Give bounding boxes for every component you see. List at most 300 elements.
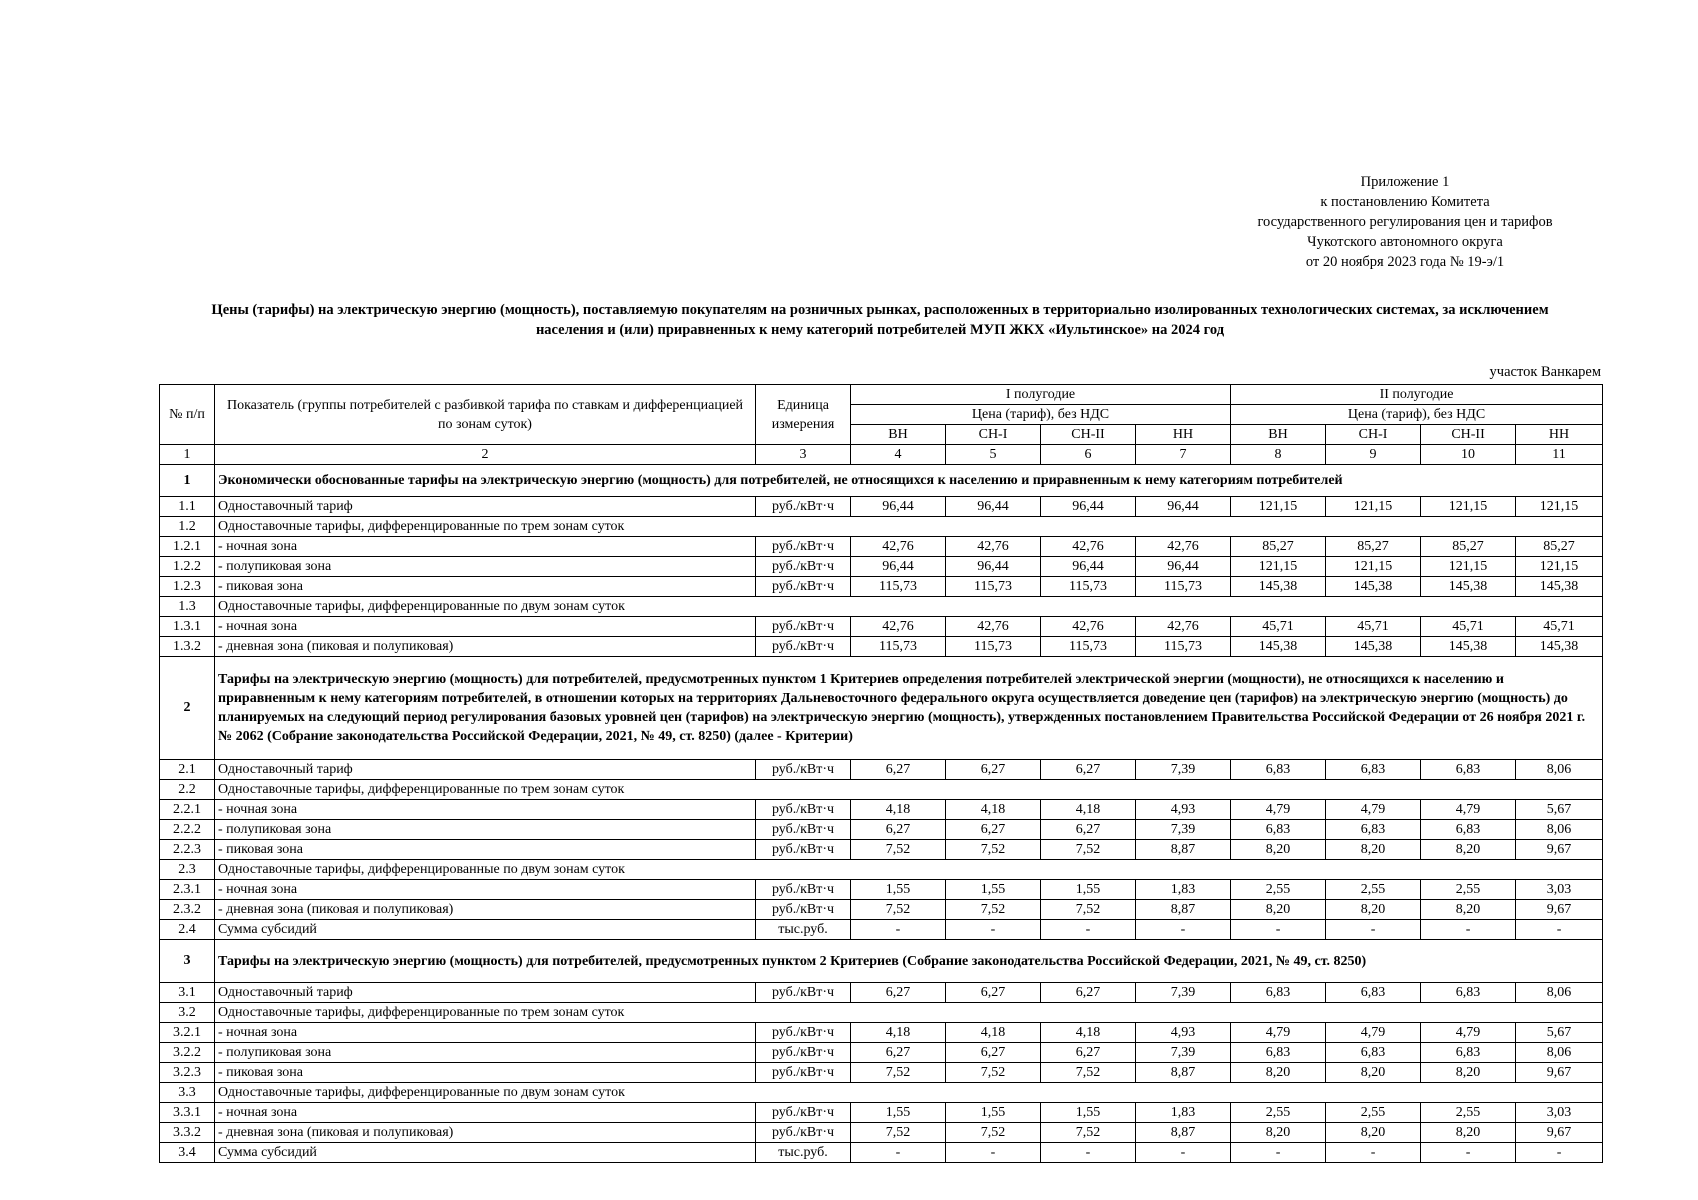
tariff-value: 145,38	[1326, 637, 1421, 657]
row-indicator: Одноставочные тарифы, дифференцированные по двум зонам суток	[215, 1083, 1603, 1103]
column-number: 10	[1421, 445, 1516, 465]
row-indicator: - ночная зона	[215, 1103, 756, 1123]
tariff-value: 42,76	[1041, 537, 1136, 557]
appendix-line: Чукотского автономного округа	[1307, 234, 1503, 250]
tariff-value: 145,38	[1516, 577, 1603, 597]
tariff-value: 8,20	[1421, 1123, 1516, 1143]
tariff-value: 6,83	[1326, 760, 1421, 780]
row-indicator: - дневная зона (пиковая и полупиковая)	[215, 637, 756, 657]
column-number: 5	[946, 445, 1041, 465]
tariff-value: 6,83	[1421, 983, 1516, 1003]
tariff-value: 1,55	[1041, 880, 1136, 900]
appendix-block	[1180, 172, 1630, 272]
row-indicator: - ночная зона	[215, 800, 756, 820]
tariff-value: 4,79	[1326, 800, 1421, 820]
tariff-value: 6,83	[1421, 820, 1516, 840]
tariff-value: 6,83	[1326, 983, 1421, 1003]
tariff-value: 9,67	[1516, 840, 1603, 860]
tariff-value: 6,27	[1041, 760, 1136, 780]
row-indicator: Одноставочный тариф	[215, 760, 756, 780]
tariff-value: 2,55	[1421, 880, 1516, 900]
section-header-row	[160, 465, 1603, 497]
tariff-value: 145,38	[1326, 577, 1421, 597]
row-indicator: - ночная зона	[215, 617, 756, 637]
row-number: 3.4	[160, 1143, 215, 1163]
tariff-value: 6,83	[1326, 1043, 1421, 1063]
appendix-line: к постановлению Комитета	[1320, 194, 1490, 210]
tariff-value: -	[851, 920, 946, 940]
tariff-value: 115,73	[1041, 577, 1136, 597]
tariff-value: 121,15	[1421, 557, 1516, 577]
tariff-value: 4,79	[1421, 800, 1516, 820]
tariff-value: 121,15	[1421, 497, 1516, 517]
tariff-value: 145,38	[1421, 637, 1516, 657]
row-indicator: - пиковая зона	[215, 577, 756, 597]
row-number: 2.3.1	[160, 880, 215, 900]
row-unit: руб./кВт·ч	[756, 880, 851, 900]
tariff-value: 8,20	[1326, 1123, 1421, 1143]
header-level: ВН	[1231, 425, 1326, 445]
tariff-value: 8,20	[1326, 1063, 1421, 1083]
tariff-value: 8,20	[1326, 840, 1421, 860]
tariff-value: 4,18	[946, 1023, 1041, 1043]
row-number: 3.2.2	[160, 1043, 215, 1063]
header-half1: I полугодие	[851, 385, 1231, 405]
tariff-value: 8,20	[1231, 1063, 1326, 1083]
row-unit: руб./кВт·ч	[756, 557, 851, 577]
row-number: 1.2.2	[160, 557, 215, 577]
tariff-value: 7,52	[946, 1123, 1041, 1143]
tariff-value: 6,83	[1231, 983, 1326, 1003]
tariff-value: 8,20	[1231, 840, 1326, 860]
row-number: 2.3	[160, 860, 215, 880]
tariff-value: 145,38	[1516, 637, 1603, 657]
table-row	[160, 597, 1603, 617]
column-number: 4	[851, 445, 946, 465]
tariff-value: 9,67	[1516, 1123, 1603, 1143]
tariff-value: 8,20	[1326, 900, 1421, 920]
header-level: СН-I	[1326, 425, 1421, 445]
table-row	[160, 900, 1603, 920]
header-price-2: Цена (тариф), без НДС	[1231, 405, 1603, 425]
tariff-value: 4,93	[1136, 800, 1231, 820]
tariff-value: -	[1421, 920, 1516, 940]
tariff-value: 96,44	[851, 497, 946, 517]
tariff-value: 8,20	[1421, 840, 1516, 860]
tariff-value: 115,73	[1136, 637, 1231, 657]
tariff-value: 42,76	[946, 537, 1041, 557]
tariff-value: -	[1041, 920, 1136, 940]
row-number: 3.2	[160, 1003, 215, 1023]
tariff-value: 8,06	[1516, 760, 1603, 780]
tariff-value: 115,73	[946, 577, 1041, 597]
row-unit: тыс.руб.	[756, 1143, 851, 1163]
row-number: 3.3.1	[160, 1103, 215, 1123]
tariff-value: 7,52	[1041, 1123, 1136, 1143]
column-number: 9	[1326, 445, 1421, 465]
tariff-value: 6,83	[1421, 760, 1516, 780]
tariff-value: 8,06	[1516, 1043, 1603, 1063]
tariff-value: 121,15	[1516, 557, 1603, 577]
row-number: 2.2.2	[160, 820, 215, 840]
tariff-value: 85,27	[1231, 537, 1326, 557]
row-number: 3.2.3	[160, 1063, 215, 1083]
tariff-value: 1,83	[1136, 1103, 1231, 1123]
header-level: СН-II	[1421, 425, 1516, 445]
row-indicator: - дневная зона (пиковая и полупиковая)	[215, 900, 756, 920]
tariff-value: -	[851, 1143, 946, 1163]
section-number: 1	[160, 465, 215, 497]
row-unit: руб./кВт·ч	[756, 983, 851, 1003]
table-body	[160, 465, 1603, 1163]
tariff-value: 1,55	[946, 1103, 1041, 1123]
row-unit: руб./кВт·ч	[756, 1063, 851, 1083]
tariff-value: 6,83	[1231, 820, 1326, 840]
row-number: 1.3	[160, 597, 215, 617]
row-number: 3.3	[160, 1083, 215, 1103]
row-number: 2.1	[160, 760, 215, 780]
row-indicator: - полупиковая зона	[215, 820, 756, 840]
row-unit: руб./кВт·ч	[756, 1023, 851, 1043]
row-number: 1.3.1	[160, 617, 215, 637]
tariff-value: 6,27	[851, 983, 946, 1003]
tariff-value: 4,79	[1421, 1023, 1516, 1043]
tariff-value: 2,55	[1421, 1103, 1516, 1123]
tariff-value: 4,79	[1326, 1023, 1421, 1043]
section-number: 2	[160, 657, 215, 760]
tariff-value: -	[1516, 1143, 1603, 1163]
table-row	[160, 820, 1603, 840]
tariff-value: -	[946, 920, 1041, 940]
row-number: 2.2	[160, 780, 215, 800]
tariff-value: -	[1516, 920, 1603, 940]
tariff-value: 7,52	[1041, 840, 1136, 860]
tariff-value: 96,44	[1136, 557, 1231, 577]
tariff-value: 8,20	[1231, 1123, 1326, 1143]
row-indicator: Сумма субсидий	[215, 1143, 756, 1163]
table-row	[160, 1043, 1603, 1063]
row-number: 1.2.1	[160, 537, 215, 557]
tariff-value: 7,52	[851, 900, 946, 920]
tariff-value: 6,27	[1041, 1043, 1136, 1063]
tariff-value: 7,52	[851, 1063, 946, 1083]
table-row	[160, 1143, 1603, 1163]
tariff-value: 45,71	[1421, 617, 1516, 637]
row-unit: руб./кВт·ч	[756, 1043, 851, 1063]
table-row	[160, 1123, 1603, 1143]
tariff-value: 9,67	[1516, 900, 1603, 920]
column-number: 8	[1231, 445, 1326, 465]
row-indicator: Одноставочные тарифы, дифференцированные по трем зонам суток	[215, 1003, 1603, 1023]
tariff-value: 4,79	[1231, 800, 1326, 820]
section-header-row	[160, 940, 1603, 983]
row-indicator: Одноставочные тарифы, дифференцированные по двум зонам суток	[215, 597, 1603, 617]
row-number: 2.2.1	[160, 800, 215, 820]
tariff-value: -	[1231, 920, 1326, 940]
table-row	[160, 637, 1603, 657]
appendix-line: Приложение 1	[1360, 174, 1450, 190]
tariff-value: 4,18	[946, 800, 1041, 820]
tariff-value: 121,15	[1231, 557, 1326, 577]
column-number: 1	[160, 445, 215, 465]
tariff-value: 96,44	[1136, 497, 1231, 517]
row-number: 3.2.1	[160, 1023, 215, 1043]
table-row	[160, 1003, 1603, 1023]
tariff-value: 115,73	[946, 637, 1041, 657]
header-price-1: Цена (тариф), без НДС	[851, 405, 1231, 425]
tariff-value: 7,52	[851, 1123, 946, 1143]
tariff-value: 115,73	[851, 637, 946, 657]
header-unit: Единица измерения	[756, 385, 851, 445]
tariff-value: 145,38	[1421, 577, 1516, 597]
tariff-value: 45,71	[1516, 617, 1603, 637]
row-number: 3.3.2	[160, 1123, 215, 1143]
tariff-value: -	[946, 1143, 1041, 1163]
row-number: 2.4	[160, 920, 215, 940]
tariff-value: 96,44	[1041, 557, 1136, 577]
column-number: 3	[756, 445, 851, 465]
tariff-value: 8,87	[1136, 900, 1231, 920]
row-unit: руб./кВт·ч	[756, 637, 851, 657]
tariff-value: 6,27	[946, 1043, 1041, 1063]
row-indicator: - ночная зона	[215, 537, 756, 557]
column-number: 7	[1136, 445, 1231, 465]
tariff-value: 6,27	[946, 820, 1041, 840]
tariff-value: 96,44	[946, 497, 1041, 517]
row-indicator: - дневная зона (пиковая и полупиковая)	[215, 1123, 756, 1143]
row-indicator: Одноставочные тарифы, дифференцированные по трем зонам суток	[215, 780, 1603, 800]
row-unit: руб./кВт·ч	[756, 617, 851, 637]
tariff-value: -	[1421, 1143, 1516, 1163]
tariff-value: 8,20	[1231, 900, 1326, 920]
tariff-value: 8,20	[1421, 1063, 1516, 1083]
tariff-value: 7,39	[1136, 1043, 1231, 1063]
tariff-value: 6,27	[851, 1043, 946, 1063]
tariff-value: 1,83	[1136, 880, 1231, 900]
table-row	[160, 780, 1603, 800]
appendix-line: государственного регулирования цен и тарифов	[1257, 214, 1553, 230]
tariff-value: 1,55	[851, 1103, 946, 1123]
table-row	[160, 983, 1603, 1003]
header-level: НН	[1516, 425, 1603, 445]
tariff-value: 96,44	[946, 557, 1041, 577]
table-row	[160, 1023, 1603, 1043]
tariff-value: 4,18	[851, 800, 946, 820]
tariff-value: 2,55	[1231, 880, 1326, 900]
row-indicator: - полупиковая зона	[215, 1043, 756, 1063]
tariff-value: 8,06	[1516, 983, 1603, 1003]
table-row	[160, 537, 1603, 557]
tariff-value: 5,67	[1516, 1023, 1603, 1043]
row-number: 1.3.2	[160, 637, 215, 657]
appendix-line: от 20 ноября 2023 года № 19-э/1	[1305, 254, 1505, 270]
tariff-value: 7,52	[946, 1063, 1041, 1083]
tariff-value: -	[1231, 1143, 1326, 1163]
row-indicator: - ночная зона	[215, 1023, 756, 1043]
row-unit: руб./кВт·ч	[756, 497, 851, 517]
tariff-value: 4,93	[1136, 1023, 1231, 1043]
tariff-value: -	[1041, 1143, 1136, 1163]
section-label: участок Ванкарем	[1489, 364, 1601, 380]
tariff-value: 1,55	[851, 880, 946, 900]
tariff-value: 121,15	[1326, 497, 1421, 517]
tariff-value: 6,83	[1421, 1043, 1516, 1063]
tariff-value: 6,27	[1041, 983, 1136, 1003]
row-number: 2.2.3	[160, 840, 215, 860]
section-title: Тарифы на электрическую энергию (мощность) для потребителей, предусмотренных пунктом 2 Критериев (Собрание законодательства Российской Федерации, 2021, № 49, ст. 8250)	[215, 940, 1603, 983]
table-row	[160, 617, 1603, 637]
tariff-value: 6,83	[1231, 1043, 1326, 1063]
tariff-value: 145,38	[1231, 637, 1326, 657]
row-indicator: - ночная зона	[215, 880, 756, 900]
tariff-value: 1,55	[946, 880, 1041, 900]
tariff-value: 6,27	[1041, 820, 1136, 840]
tariff-value: 6,27	[851, 760, 946, 780]
tariff-value: 3,03	[1516, 1103, 1603, 1123]
tariff-value: 5,67	[1516, 800, 1603, 820]
tariff-value: 7,52	[851, 840, 946, 860]
tariff-value: 121,15	[1326, 557, 1421, 577]
tariff-value: 1,55	[1041, 1103, 1136, 1123]
tariff-value: 8,87	[1136, 1063, 1231, 1083]
tariff-value: 7,52	[1041, 1063, 1136, 1083]
tariff-value: 115,73	[1136, 577, 1231, 597]
tariff-value: 115,73	[851, 577, 946, 597]
header-level: НН	[1136, 425, 1231, 445]
table-row	[160, 760, 1603, 780]
row-indicator: Сумма субсидий	[215, 920, 756, 940]
table-row	[160, 1063, 1603, 1083]
table-row	[160, 800, 1603, 820]
tariff-value: 8,20	[1421, 900, 1516, 920]
tariff-value: 85,27	[1326, 537, 1421, 557]
row-indicator: Одноставочный тариф	[215, 983, 756, 1003]
tariff-value: 85,27	[1421, 537, 1516, 557]
column-number: 6	[1041, 445, 1136, 465]
header-level: ВН	[851, 425, 946, 445]
table-row	[160, 1103, 1603, 1123]
row-unit: руб./кВт·ч	[756, 1123, 851, 1143]
row-number: 1.2	[160, 517, 215, 537]
section-title: Экономически обоснованные тарифы на электрическую энергию (мощность) для потребителей, не относящихся к населению и приравненным к нему категориям потребителей	[215, 465, 1603, 497]
table-row	[160, 880, 1603, 900]
tariff-value: -	[1326, 920, 1421, 940]
tariff-value: 4,18	[1041, 1023, 1136, 1043]
table-row	[160, 860, 1603, 880]
tariff-value: 7,52	[946, 840, 1041, 860]
tariff-value: 7,52	[1041, 900, 1136, 920]
row-indicator: Одноставочные тарифы, дифференцированные по трем зонам суток	[215, 517, 1603, 537]
section-title: Тарифы на электрическую энергию (мощность) для потребителей, предусмотренных пунктом 1 Критериев определения потребителей электрической энергии (мощности), не относящихся к населению и приравненным к нему категориям потребителей, в отношении которых на территориях Дальневосточного федерального округа осуществляется доведение цен (тарифов) на электрическую энергию (мощность) до планируемых на следующий период регулирования базовых уровней цен (тарифов) на электрическую энергию (мощность), утвержденных постановлением Правительства Российской Федерации от 26 ноября 2021 г. № 2062 (Собрание законодательства Российской Федерации, 2021, № 49, ст. 8250) (далее - Критерии)	[215, 657, 1603, 760]
tariff-value: 3,03	[1516, 880, 1603, 900]
row-indicator: Одноставочный тариф	[215, 497, 756, 517]
row-number: 3.1	[160, 983, 215, 1003]
tariff-value: 2,55	[1326, 1103, 1421, 1123]
row-number: 1.1	[160, 497, 215, 517]
tariff-value: 6,83	[1231, 760, 1326, 780]
row-unit: тыс.руб.	[756, 920, 851, 940]
tariff-table	[159, 384, 1603, 1163]
tariff-value: 8,87	[1136, 1123, 1231, 1143]
tariff-value: 7,39	[1136, 820, 1231, 840]
row-unit: руб./кВт·ч	[756, 1103, 851, 1123]
column-number: 2	[215, 445, 756, 465]
tariff-value: 4,79	[1231, 1023, 1326, 1043]
tariff-value: 8,87	[1136, 840, 1231, 860]
tariff-value: 96,44	[851, 557, 946, 577]
tariff-value: 7,39	[1136, 760, 1231, 780]
table-row	[160, 517, 1603, 537]
header-level: СН-I	[946, 425, 1041, 445]
tariff-value: 2,55	[1326, 880, 1421, 900]
tariff-value: 4,18	[1041, 800, 1136, 820]
row-unit: руб./кВт·ч	[756, 840, 851, 860]
row-unit: руб./кВт·ч	[756, 800, 851, 820]
section-header-row	[160, 657, 1603, 760]
tariff-value: 6,27	[946, 983, 1041, 1003]
row-unit: руб./кВт·ч	[756, 577, 851, 597]
tariff-value: 145,38	[1231, 577, 1326, 597]
row-unit: руб./кВт·ч	[756, 900, 851, 920]
row-indicator: - полупиковая зона	[215, 557, 756, 577]
tariff-value: 9,67	[1516, 1063, 1603, 1083]
tariff-value: 7,52	[946, 900, 1041, 920]
table-row	[160, 840, 1603, 860]
row-unit: руб./кВт·ч	[756, 537, 851, 557]
tariff-value: 4,18	[851, 1023, 946, 1043]
table-row	[160, 1083, 1603, 1103]
header-indicator: Показатель (группы потребителей с разбивкой тарифа по ставкам и дифференциацией по зонам суток)	[215, 385, 756, 445]
tariff-value: 42,76	[1136, 537, 1231, 557]
tariff-value: 121,15	[1516, 497, 1603, 517]
tariff-value: 121,15	[1231, 497, 1326, 517]
tariff-value: -	[1136, 1143, 1231, 1163]
header-level: СН-II	[1041, 425, 1136, 445]
tariff-value: -	[1136, 920, 1231, 940]
tariff-value: 42,76	[1136, 617, 1231, 637]
header-half2: II полугодие	[1231, 385, 1603, 405]
table-row	[160, 557, 1603, 577]
column-number: 11	[1516, 445, 1603, 465]
tariff-value: -	[1326, 1143, 1421, 1163]
row-indicator: - пиковая зона	[215, 1063, 756, 1083]
tariff-value: 8,06	[1516, 820, 1603, 840]
section-number: 3	[160, 940, 215, 983]
tariff-value: 42,76	[946, 617, 1041, 637]
row-number: 2.3.2	[160, 900, 215, 920]
tariff-value: 96,44	[1041, 497, 1136, 517]
tariff-value: 85,27	[1516, 537, 1603, 557]
tariff-value: 45,71	[1231, 617, 1326, 637]
tariff-value: 42,76	[851, 537, 946, 557]
row-number: 1.2.3	[160, 577, 215, 597]
table-row	[160, 497, 1603, 517]
tariff-value: 6,27	[851, 820, 946, 840]
row-unit: руб./кВт·ч	[756, 820, 851, 840]
row-indicator: Одноставочные тарифы, дифференцированные по двум зонам суток	[215, 860, 1603, 880]
tariff-value: 115,73	[1041, 637, 1136, 657]
table-row	[160, 577, 1603, 597]
tariff-value: 6,83	[1326, 820, 1421, 840]
row-indicator: - пиковая зона	[215, 840, 756, 860]
tariff-value: 42,76	[851, 617, 946, 637]
table-row	[160, 920, 1603, 940]
tariff-value: 42,76	[1041, 617, 1136, 637]
document-title: Цены (тарифы) на электрическую энергию (мощность), поставляемую покупателям на розничных рынках, расположенных в территориально изолированных технологических системах, за исключением населения и (или) приравненных к нему категорий потребителей МУП ЖКХ «Иультинское» на 2024 год	[211, 302, 1549, 338]
tariff-value: 7,39	[1136, 983, 1231, 1003]
row-unit: руб./кВт·ч	[756, 760, 851, 780]
tariff-value: 6,27	[946, 760, 1041, 780]
